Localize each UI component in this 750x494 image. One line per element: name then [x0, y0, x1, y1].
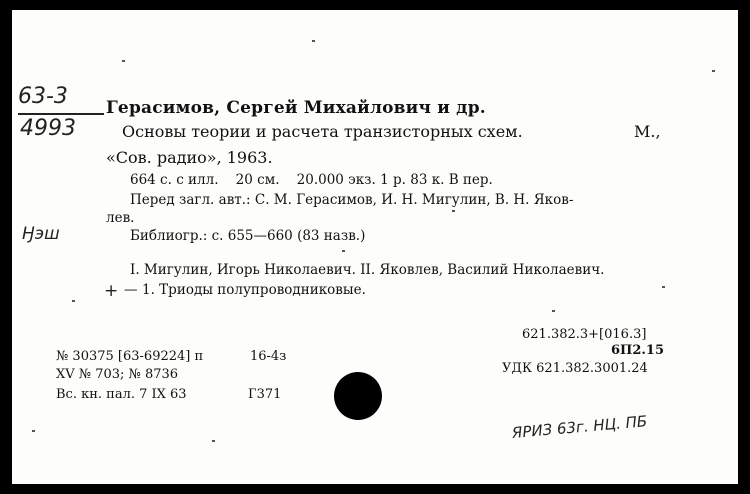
scan-speck: [662, 286, 665, 288]
scan-speck: [342, 250, 345, 252]
classification-line-1: 621.382.3+[016.3]: [522, 327, 647, 342]
authors-note-line-1: Перед загл. авт.: С. М. Герасимов, И. Н. Мигулин, В. Н. Яков-: [130, 192, 574, 208]
scan-speck: [312, 40, 315, 42]
scan-speck: [212, 440, 215, 442]
margin-note: Ӈэш: [22, 224, 60, 244]
tracing-dash: —: [124, 282, 138, 298]
udc-code: УДК 621.382.3001.24: [502, 361, 648, 376]
registry-line-1b: 16-4з: [250, 349, 287, 364]
call-number-top: 63-3: [18, 84, 68, 109]
scan-speck: [452, 210, 455, 212]
publisher-line: «Сов. радио», 1963.: [106, 148, 273, 167]
call-number-bottom: 4993: [20, 116, 76, 141]
place-of-publication: М.,: [634, 122, 661, 141]
registry-line-2: XV № 703; № 8736: [56, 367, 179, 382]
call-number-divider: [18, 113, 104, 115]
punch-hole: [334, 372, 382, 420]
registry-line-3a: Вс. кн. пал. 7 IX 63: [56, 387, 187, 402]
physical-description: 664 с. с илл. 20 см. 20.000 экз. 1 р. 83 к. В пер.: [130, 172, 493, 188]
tracing-subject: 1. Триоды полупроводниковые.: [142, 282, 366, 298]
author-line: Герасимов, Сергей Михайлович и др.: [106, 98, 486, 118]
tracing-names: I. Мигулин, Игорь Николаевич. II. Яковлев, Василий Николаевич.: [130, 262, 605, 278]
bibliography-note: Библиогр.: с. 655—660 (83 назв.): [130, 228, 366, 244]
scan-speck: [32, 430, 35, 432]
scan-speck: [552, 310, 555, 312]
registry-line-3b: Г371: [248, 387, 282, 402]
title-line: Основы теории и расчета транзисторных схем.: [122, 122, 523, 141]
catalog-card: [12, 10, 738, 484]
scan-speck: [72, 300, 75, 302]
authors-note-line-2: лев.: [106, 210, 135, 226]
scan-speck: [122, 60, 125, 62]
tracing-plus-mark: +: [104, 281, 119, 301]
classification-line-2: 6П2.15: [611, 343, 664, 358]
registry-line-1a: № 30375 [63-69224] п: [56, 349, 204, 364]
library-stamp-handwriting: ЯРИЗ 63г. НЦ. ПБ: [511, 412, 648, 442]
scan-speck: [712, 70, 715, 72]
